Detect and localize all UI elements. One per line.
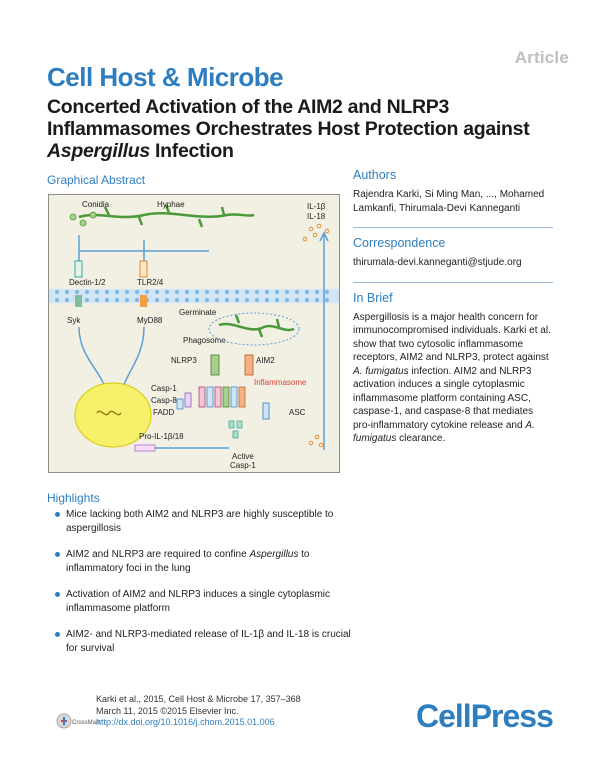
dectin-transmembrane (75, 295, 82, 307)
nlrp3-label: NLRP3 (171, 356, 197, 365)
title-part-1: Concerted Activation of the AIM2 and NLRP3 Inflammasomes Orchestrates Host Protection against (47, 96, 530, 140)
active-caspase-dots (229, 421, 242, 438)
highlight-text: Activation of AIM2 and NLRP3 induces a single cytoplasmic inflammasome platform (66, 589, 331, 614)
conidia-dots (70, 212, 96, 226)
nlrp3-protein (211, 355, 219, 375)
in-brief-heading: In Brief (353, 290, 393, 305)
graphical-abstract-figure[interactable] (48, 194, 340, 473)
tlr-receptor (140, 261, 147, 277)
list-item (55, 548, 355, 575)
fadd-label: FADD (153, 408, 175, 417)
dectin-label: Dectin-1/2 (69, 278, 106, 287)
dectin-receptor (75, 261, 82, 277)
graphical-abstract-heading: Graphical Abstract (47, 173, 146, 187)
authors-heading: Authors (353, 168, 397, 182)
article-type-label: Article (514, 48, 569, 67)
highlight-italic: Aspergillus (249, 549, 299, 560)
conidia-label: Conidia (82, 200, 110, 209)
aim2-protein (245, 355, 253, 375)
cellpress-logo[interactable]: CellPress (416, 698, 553, 734)
correspondence-email[interactable]: thirumala-devi.kanneganti@stjude.org (353, 257, 522, 268)
crossmark-logo[interactable] (56, 712, 102, 730)
correspondence-heading: Correspondence (353, 236, 446, 250)
phagosome-label: Phagosome (183, 336, 226, 345)
in-brief-text-3: clearance. (396, 433, 446, 444)
germinate-label: Germinate (179, 308, 217, 317)
highlight-text: AIM2 and NLRP3 are required to confine (66, 549, 250, 560)
summary-column (353, 168, 553, 458)
graphical-abstract-diagram (49, 195, 339, 472)
authors-list: Rajendra Karki, Si Ming Man, ..., Mohamed Lamkanfi, Thirumala-Devi Kanneganti (353, 189, 545, 214)
doi-link[interactable]: http://dx.doi.org/10.1016/j.chom.2015.01.006 (96, 717, 275, 727)
myd88-label: MyD88 (137, 316, 163, 325)
list-item (55, 588, 355, 615)
in-brief-text-2: infection. AIM2 and NLRP3 activation induces a single cytoplasmic inflammasome platform containing ASC, caspase-1, and caspase-8 that mediates pro-inflammatory cytokine release and (353, 365, 534, 431)
pro-il-label: Pro-IL-1β/18 (139, 432, 184, 441)
bullet-icon (55, 552, 60, 557)
citation-block (96, 694, 301, 729)
tlr-label: TLR2/4 (137, 278, 164, 287)
divider (353, 282, 553, 283)
in-brief-text-1: Aspergillosis is a major health concern for immunocompromised individuals. Karki et al. show that two cytosolic inflammasome receptors, AIM2 and NLRP3, protect against (353, 311, 551, 363)
bullet-icon (55, 512, 60, 517)
bullet-icon (55, 592, 60, 597)
highlight-text: AIM2- and NLRP3-mediated release of IL-1β and IL-18 is crucial for survival (66, 629, 351, 654)
crossmark-text: CrossMark (72, 720, 102, 726)
title-italic: Aspergillus (47, 140, 150, 162)
article-title (47, 96, 547, 162)
inflammasome-label: Inflammasome (254, 378, 307, 387)
highlight-text: Mice lacking both AIM2 and NLRP3 are highly susceptible to aspergillosis (66, 509, 334, 534)
hyphae-label: Hyphae (157, 200, 185, 209)
citation-line-1: Karki et al., 2015, Cell Host & Microbe 17, 357–368 (96, 694, 301, 704)
in-brief-italic-1: A. fumigatus (353, 365, 409, 377)
active-casp1-label: Casp-1 (230, 461, 256, 470)
journal-title[interactable]: Cell Host & Microbe (47, 62, 284, 92)
divider (353, 227, 553, 228)
highlight-text: to inflammatory foci in the lung (66, 549, 310, 574)
aim2-label: AIM2 (256, 356, 275, 365)
highlights-heading: Highlights (47, 491, 100, 505)
casp8-label: Casp-8 (151, 396, 177, 405)
signaling-arrows (79, 327, 144, 385)
authors-block (353, 168, 553, 215)
germinating-hyphae (219, 315, 294, 337)
syk-label: Syk (67, 316, 81, 325)
list-item (55, 508, 355, 535)
crossmark-icon (56, 712, 102, 730)
in-brief-italic-2: A. fumigatus (353, 419, 535, 444)
il18-label: IL-18 (307, 212, 326, 221)
recognition-arrows (79, 235, 209, 261)
tlr-transmembrane (140, 295, 147, 307)
highlights-list (55, 508, 355, 668)
in-brief-block (353, 291, 553, 446)
asc-protein (263, 403, 269, 419)
in-brief-text (353, 311, 553, 446)
correspondence-block (353, 236, 553, 270)
il1b-label: IL-1β (307, 202, 326, 211)
inflammasome-complex (177, 387, 245, 409)
active-label: Active (232, 452, 254, 461)
cytokine-dots (303, 224, 329, 447)
pro-il-molecule (135, 445, 155, 451)
asc-label: ASC (289, 408, 306, 417)
citation-line-2: March 11, 2015 ©2015 Elsevier Inc. (96, 705, 239, 716)
casp1-label: Casp-1 (151, 384, 177, 393)
title-part-2: Infection (149, 140, 234, 162)
list-item (55, 628, 355, 655)
bullet-icon (55, 632, 60, 637)
